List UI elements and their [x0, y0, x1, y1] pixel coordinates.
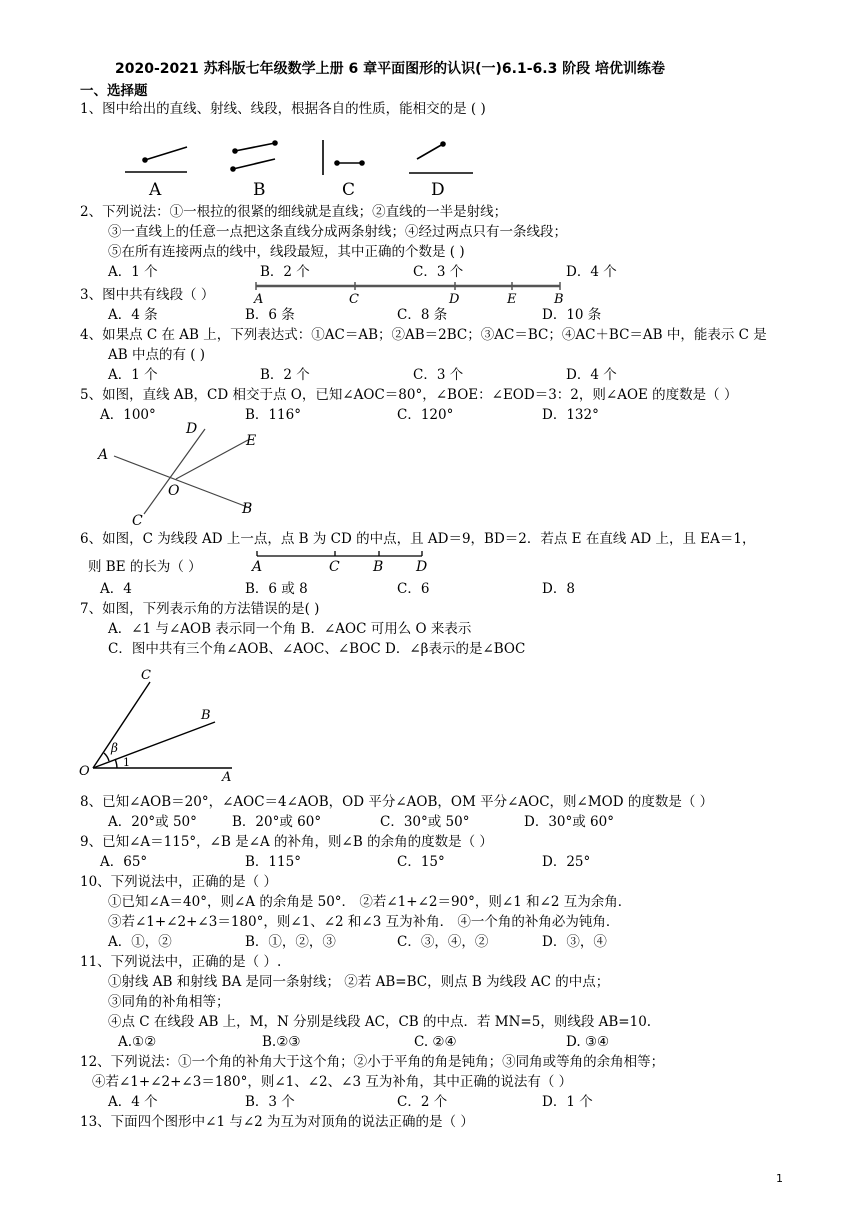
q1-d-dot [441, 142, 445, 146]
q7-label-1: 1 [123, 756, 130, 769]
q8-option-b: B．20°或 60° [232, 814, 322, 830]
q12-line1: 12、下列说法：①一个角的补角大于这个角；②小于平角的角是钝角；③同角或等角的余角相等； [80, 1054, 665, 1070]
q4-line1: 4、如果点 C 在 AB 上，下列表达式：①AC＝AB；②AB＝2BC；③AC＝BC；④AC＋BC＝AB 中，能表示 C 是 [80, 327, 767, 343]
q1-c-dot1 [335, 161, 339, 165]
q7-ray-oc [93, 682, 150, 768]
q10-option-c: C．③，④，② [397, 934, 489, 950]
section-heading-choice: 一、选择题 [80, 83, 148, 99]
q2-line1: 2、下列说法：①一根拉的很紧的细线就是直线；②直线的一半是射线； [80, 204, 508, 220]
q1-a-ray [145, 147, 187, 160]
q7-options-cd: C．图中共有三个角∠AOB、∠AOC、∠BOC D．∠β表示的是∠BOC [108, 641, 526, 657]
q11-option-c: C. ②④ [414, 1034, 457, 1050]
q2-line2: ③一直线上的任意一点把这条直线分成两条射线；④经过两点只有一条线段； [108, 224, 567, 240]
q6-option-d: D．8 [542, 581, 575, 597]
q8-option-c: C．30°或 50° [380, 814, 470, 830]
q11-option-b: B.②③ [262, 1034, 301, 1050]
q1-b-segment [235, 143, 275, 151]
q1-label-a: A [149, 180, 162, 200]
q4-option-d: D．4 个 [566, 367, 617, 383]
q4-option-b: B．2 个 [260, 367, 310, 383]
q11-option-a: A.①② [118, 1034, 157, 1050]
q1-b-dot2 [273, 141, 277, 145]
q6-point-c: C [329, 559, 340, 575]
q2-option-d: D．4 个 [566, 264, 617, 280]
q1-stem: 1、图中给出的直线、射线、线段，根据各自的性质，能相交的是 ( ) [80, 101, 486, 117]
q4-line2: AB 中点的有 ( ) [108, 347, 206, 363]
q3-point-c: C [349, 292, 359, 307]
q10-line2: ③若∠1+∠2+∠3＝180°，则∠1、∠2 和∠3 互为补角． ④一个角的补角必为钝角． [108, 914, 620, 930]
q3-option-b: B．6 条 [245, 307, 295, 323]
q9-stem: 9、已知∠A＝115°，∠B 是∠A 的补角，则∠B 的余角的度数是（ ） [80, 834, 493, 850]
q5-option-b: B．116° [245, 407, 301, 423]
q5-label-e: E [246, 433, 257, 449]
q11-option-d: D. ③④ [566, 1034, 610, 1050]
q6-figure [252, 546, 432, 574]
q12-option-b: B．3 个 [245, 1094, 295, 1110]
q7-label-c: C [141, 668, 151, 683]
q9-option-d: D．25° [542, 854, 591, 870]
q5-figure [90, 415, 270, 527]
q9-option-b: B．115° [245, 854, 301, 870]
q1-c-dot2 [360, 161, 364, 165]
q6-point-a: A [252, 559, 263, 575]
q3-point-a: A [254, 292, 264, 307]
q3-option-c: C．8 条 [397, 307, 448, 323]
q7-arc-beta [104, 753, 109, 761]
q1-label-d: D [431, 180, 445, 200]
q12-line2: ④若∠1+∠2+∠3＝180°，则∠1、∠2、∠3 互为补角，其中正确的说法有（ ） [92, 1074, 573, 1090]
q1-b-dot3 [231, 167, 235, 171]
q7-options-ab: A．∠1 与∠AOB 表示同一个角 B．∠AOC 可用么 O 来表示 [108, 621, 472, 637]
q11-line2: ③同角的补角相等； [108, 994, 230, 1010]
q1-b-dot1 [233, 149, 237, 153]
q2-option-c: C．3 个 [413, 264, 464, 280]
q11-line3: ④点 C 在线段 AB 上，M，N 分别是线段 AC，CB 的中点．若 MN=5，则线段 AB=10. [108, 1014, 652, 1030]
q5-line-ab [114, 456, 250, 508]
q8-option-a: A．20°或 50° [108, 814, 197, 830]
q1-b-ray [233, 159, 275, 169]
q5-label-c: C [132, 513, 143, 529]
q5-option-a: A．100° [100, 407, 156, 423]
q8-option-d: D．30°或 60° [524, 814, 614, 830]
q3-option-d: D．10 条 [542, 307, 602, 323]
q13-stem: 13、下面四个图形中∠1 与∠2 为互为对顶角的说法正确的是（ ） [80, 1114, 474, 1130]
q5-label-b: B [242, 501, 253, 517]
q7-arc-1 [115, 759, 117, 768]
q1-figure [115, 135, 485, 200]
q3-point-e: E [507, 292, 517, 307]
q5-ray-oe [176, 440, 248, 479]
q5-stem: 5、如图，直线 AB，CD 相交于点 O，已知∠AOC＝80°，∠BOE：∠EOD＝3：2，则∠AOE 的度数是（ ） [80, 387, 738, 403]
q1-label-c: C [342, 180, 356, 200]
q6-option-c: C．6 [397, 581, 430, 597]
page-title: 2020-2021 苏科版七年级数学上册 6 章平面图形的认识(一)6.1-6.3 阶段 培优训练卷 [115, 61, 666, 77]
q10-line1: ①已知∠A＝40°，则∠A 的余角是 50°． ②若∠1+∠2＝90°，则∠1 和∠2 互为余角． [108, 894, 632, 910]
q9-option-c: C．15° [397, 854, 445, 870]
q10-stem: 10、下列说法中，正确的是（ ） [80, 874, 277, 890]
q4-option-c: C．3 个 [413, 367, 464, 383]
q6-option-a: A．4 [100, 581, 132, 597]
q12-option-c: C．2 个 [397, 1094, 448, 1110]
q6-point-d: D [416, 559, 428, 575]
q12-option-a: A．4 个 [108, 1094, 158, 1110]
q7-label-a: A [222, 770, 232, 785]
q11-stem: 11、下列说法中，正确的是（ ）. [80, 954, 282, 970]
q7-figure [75, 665, 245, 785]
q7-stem: 7、如图，下列表示角的方法错误的是( ) [80, 601, 320, 617]
q1-label-b: B [253, 180, 266, 200]
q1-a-dot [143, 158, 147, 162]
q6-line1: 6、如图，C 为线段 AD 上一点，点 B 为 CD 的中点，且 AD＝9，BD＝2．若点 E 在直线 AD 上，且 EA＝1， [80, 531, 756, 547]
q3-option-a: A．4 条 [108, 307, 158, 323]
q9-option-a: A．65° [100, 854, 148, 870]
q5-label-a: A [98, 447, 109, 463]
q5-option-c: C．120° [397, 407, 454, 423]
q5-label-o: O [168, 483, 180, 499]
q2-line3: ⑤在所有连接两点的线中，线段最短，其中正确的个数是 ( ) [108, 244, 465, 260]
q6-option-b: B．6 或 8 [245, 581, 308, 597]
q11-line1: ①射线 AB 和射线 BA 是同一条射线； ②若 AB=BC，则点 B 为线段 AC 的中点； [108, 974, 610, 990]
q5-option-d: D．132° [542, 407, 599, 423]
page-number: 1 [776, 1172, 783, 1185]
q5-label-d: D [186, 421, 198, 437]
q3-figure [250, 280, 580, 306]
q10-option-a: A．①，② [108, 934, 172, 950]
q3-stem: 3、图中共有线段（ ） [80, 287, 215, 303]
q3-point-d: D [449, 292, 460, 307]
q10-option-d: D．③，④ [542, 934, 607, 950]
q3-point-b: B [554, 292, 564, 307]
q6-point-b: B [373, 559, 384, 575]
q2-option-a: A．1 个 [108, 264, 158, 280]
q10-option-b: B．①，②，③ [245, 934, 336, 950]
q7-label-beta: β [111, 741, 118, 755]
q1-d-ray [417, 144, 443, 159]
q4-option-a: A．1 个 [108, 367, 158, 383]
q2-option-b: B．2 个 [260, 264, 310, 280]
q12-option-d: D．1 个 [542, 1094, 593, 1110]
q7-label-b: B [201, 708, 211, 723]
q7-label-o: O [79, 764, 90, 779]
q8-stem: 8、已知∠AOB＝20°，∠AOC＝4∠AOB，OD 平分∠AOB，OM 平分∠AOC，则∠MOD 的度数是（ ） [80, 794, 714, 810]
q6-line2: 则 BE 的长为（ ） [88, 559, 202, 575]
